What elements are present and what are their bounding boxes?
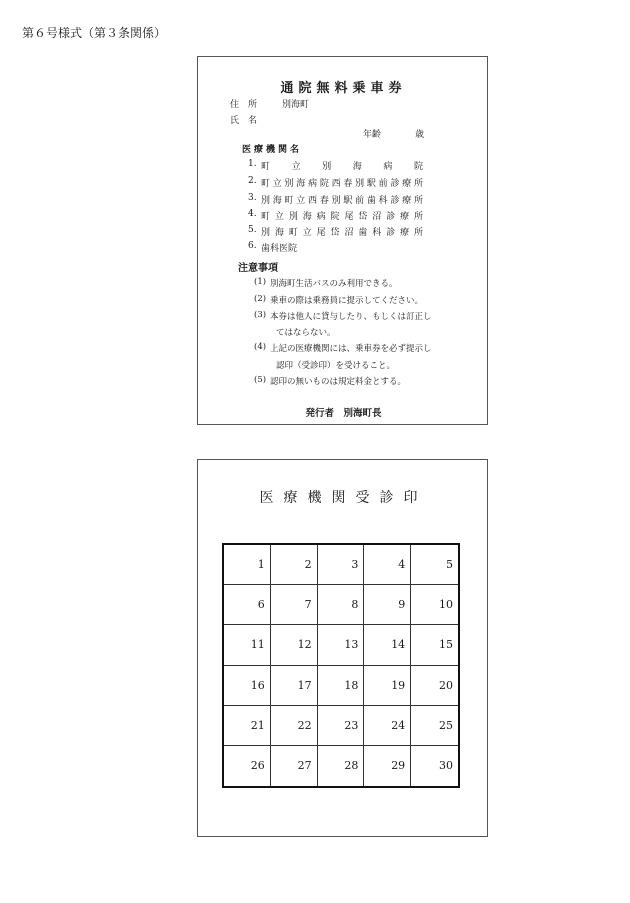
notes-heading: 注意事項 [238, 263, 278, 274]
stamp-cell[interactable]: 25 [411, 706, 458, 746]
institution-name: 町立別海病院尾岱沼診療所 [261, 212, 423, 222]
note-number: (3) [254, 310, 267, 320]
stamp-cell[interactable]: 13 [318, 625, 365, 665]
note-number: (2) [254, 294, 267, 304]
note-text: 別海町生活バスのみ利用できる。 [270, 279, 398, 289]
stamp-cell[interactable]: 27 [271, 746, 318, 786]
stamp-cell[interactable]: 11 [224, 625, 271, 665]
note-text: 認印の無いものは規定料金とする。 [270, 377, 407, 387]
issuer-line: 発行者 別海町長 [305, 408, 382, 419]
stamp-grid [222, 543, 460, 788]
address-value: 別海町 [282, 100, 310, 110]
institution-number: 3. [248, 193, 257, 203]
institution-name: 歯科医院 [261, 244, 298, 254]
stamp-cell[interactable]: 20 [411, 666, 458, 706]
institution-name: 町立別海病院 [261, 162, 423, 172]
stamp-cell[interactable]: 16 [224, 666, 271, 706]
stamp-cell[interactable]: 28 [318, 746, 365, 786]
note-text: 認印（受診印）を受けること。 [276, 361, 396, 371]
institution-name: 町立別海病院西春別駅前診療所 [261, 179, 423, 189]
note-text: 本券は他人に貸与したり、もしくは訂正し [270, 312, 432, 322]
stamp-cell[interactable]: 26 [224, 746, 271, 786]
stamp-cell[interactable]: 24 [364, 706, 411, 746]
stamp-cell[interactable]: 21 [224, 706, 271, 746]
stamp-cell[interactable]: 17 [271, 666, 318, 706]
stamp-cell[interactable]: 3 [318, 545, 365, 585]
note-number: (1) [254, 277, 267, 287]
institution-number: 4. [248, 209, 257, 219]
form-number-label: 第６号様式（第３条関係） [22, 26, 167, 40]
stamp-cell[interactable]: 30 [438, 759, 453, 773]
stamp-cell[interactable]: 4 [364, 545, 411, 585]
note-text: 上記の医療機関には、乗車券を必ず提示し [270, 344, 432, 354]
stamp-cell[interactable]: 6 [224, 585, 271, 625]
stamp-cell[interactable]: 2 [271, 545, 318, 585]
stamp-cell[interactable]: 8 [318, 585, 365, 625]
address-label: 住 所 [230, 100, 258, 110]
institution-number: 1. [248, 159, 257, 169]
name-label: 氏 名 [230, 116, 258, 126]
age-unit: 歳 [415, 130, 425, 140]
stamp-cell[interactable]: 14 [364, 625, 411, 665]
stamp-cell[interactable]: 19 [364, 666, 411, 706]
stamp-cell[interactable]: 10 [411, 585, 458, 625]
stamp-cell[interactable]: 23 [318, 706, 365, 746]
note-text: 乗車の際は乗務員に提示してください。 [270, 296, 424, 306]
stamp-cell[interactable]: 15 [411, 625, 458, 665]
ticket-back-card [197, 459, 488, 837]
institution-number: 6. [248, 241, 257, 251]
stamp-cell[interactable]: 12 [271, 625, 318, 665]
note-text: てはならない。 [276, 328, 336, 338]
ticket-title: 通院無料乗車券 [280, 81, 407, 96]
stamp-cell[interactable]: 1 [224, 545, 271, 585]
institution-number: 2. [248, 176, 257, 186]
institution-name: 別海町立尾岱沼歯科診療所 [261, 228, 423, 238]
institution-number: 5. [248, 225, 257, 235]
stamp-cell[interactable]: 29 [364, 746, 411, 786]
stamp-section-title: 医療機関受診印 [259, 490, 428, 506]
stamp-cell[interactable]: 7 [271, 585, 318, 625]
institutions-heading: 医療機関名 [242, 145, 303, 155]
stamp-cell[interactable]: 9 [364, 585, 411, 625]
age-label: 年齢 [363, 130, 382, 140]
institution-name: 別海町立西春別駅前歯科診療所 [261, 196, 423, 206]
stamp-cell[interactable]: 5 [411, 545, 458, 585]
note-number: (5) [254, 375, 267, 385]
stamp-cell[interactable]: 18 [318, 666, 365, 706]
ticket-front-card [197, 56, 488, 425]
stamp-cell[interactable]: 22 [271, 706, 318, 746]
note-number: (4) [254, 342, 267, 352]
